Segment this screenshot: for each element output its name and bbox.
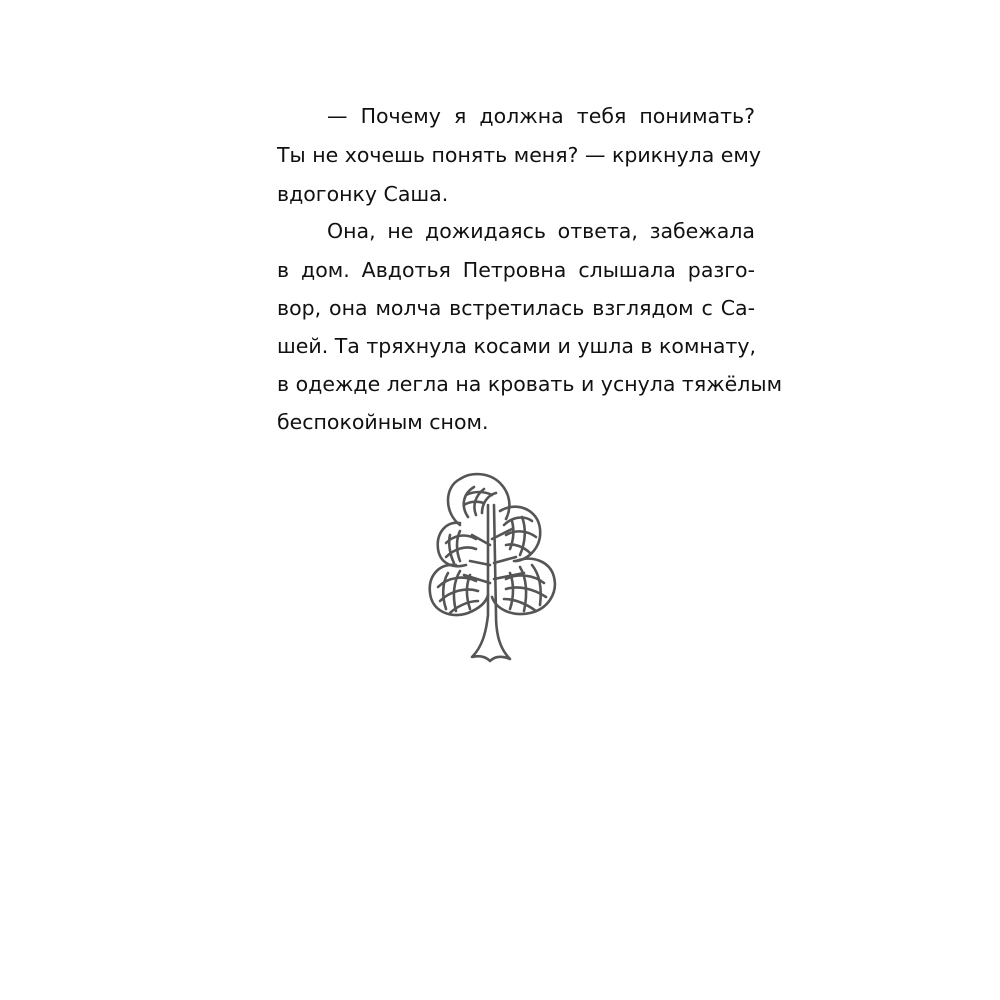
- text-line: вор, она молча встретилась взглядом с Са-: [277, 296, 755, 320]
- text-line: Ты не хочешь понять меня? — крикнула ему: [277, 143, 761, 167]
- tree-ornament-icon: [420, 465, 570, 670]
- text-line: в одежде легла на кровать и уснула тяжёлым: [277, 372, 783, 396]
- text-line: беспокойным сном.: [277, 410, 489, 434]
- text-line: в дом. Авдотья Петровна слышала разго-: [277, 258, 755, 282]
- text-line: вдогонку Саша.: [277, 182, 449, 206]
- text-line: Она, не дожидаясь ответа, забежала: [327, 219, 755, 243]
- text-line: шей. Та тряхнула косами и ушла в комнату,: [277, 334, 756, 358]
- text-line: — Почему я должна тебя понимать?: [327, 104, 755, 128]
